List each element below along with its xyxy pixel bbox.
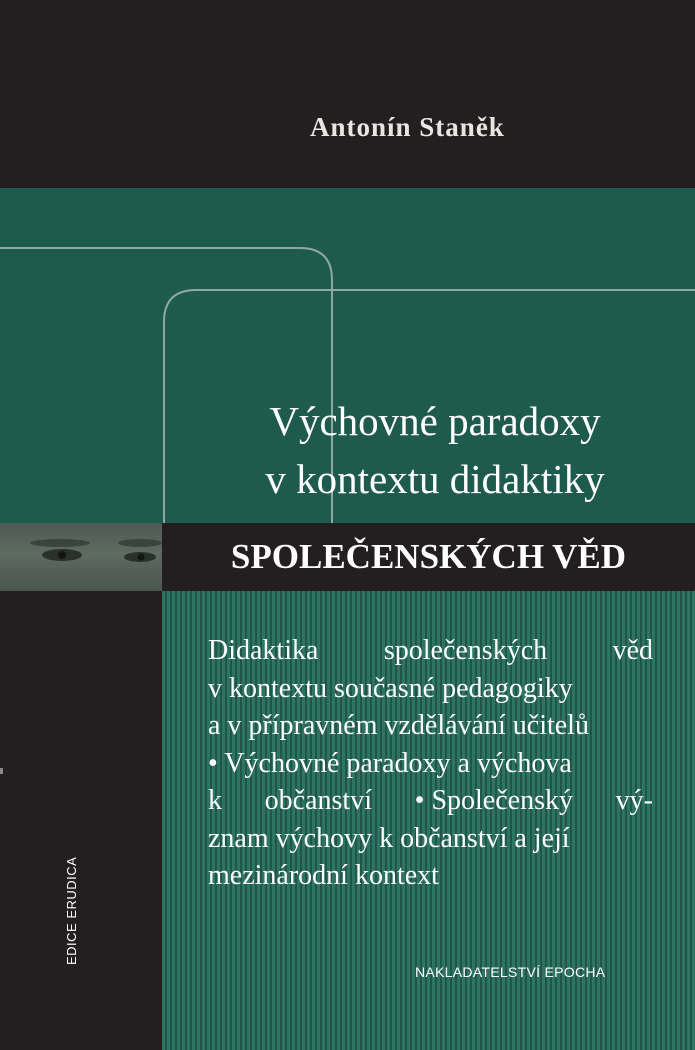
- desc-word: věd: [612, 635, 653, 666]
- desc-line-2: v kontextu současné pedagogiky: [208, 672, 573, 704]
- left-strip: [0, 523, 162, 1050]
- desc-line-7: mezinárodní kontext: [208, 860, 439, 891]
- title-line-2: v kontextu didaktiky: [265, 456, 605, 502]
- pupil-left: [58, 551, 66, 559]
- eyes-photo: [0, 523, 162, 591]
- desc-line-5: [208, 782, 653, 820]
- description-text: [208, 632, 653, 895]
- desc-word: k: [208, 785, 222, 816]
- publisher-name: NAKLADATELSTVÍ EPOCHA: [415, 964, 606, 980]
- desc-word: • Společenský: [414, 785, 573, 816]
- desc-line-1: [208, 632, 653, 670]
- desc-word: občanství: [264, 785, 372, 816]
- desc-word: vý-: [615, 785, 653, 816]
- eyebrow-left: [30, 539, 90, 547]
- author-name: Antonín Staněk: [310, 112, 505, 142]
- title-line-1: Výchovné paradoxy: [269, 398, 601, 444]
- pupil-right: [138, 554, 145, 561]
- desc-word: Didaktika: [208, 635, 319, 666]
- desc-line-6: znam výchovy k občanství a její: [208, 822, 570, 854]
- book-title: [200, 392, 670, 508]
- desc-word: společenských: [383, 635, 548, 666]
- eyebrow-right: [118, 539, 162, 547]
- spine-tick-mark: [0, 768, 3, 774]
- top-band: [0, 0, 695, 188]
- desc-line-3: a v přípravném vzdělávání učitelů: [208, 710, 589, 741]
- edition-name: [64, 945, 84, 965]
- desc-line-4: • Výchovné paradoxy a výchova: [208, 747, 572, 779]
- book-subtitle: SPOLEČENSKÝCH VĚD: [230, 537, 627, 576]
